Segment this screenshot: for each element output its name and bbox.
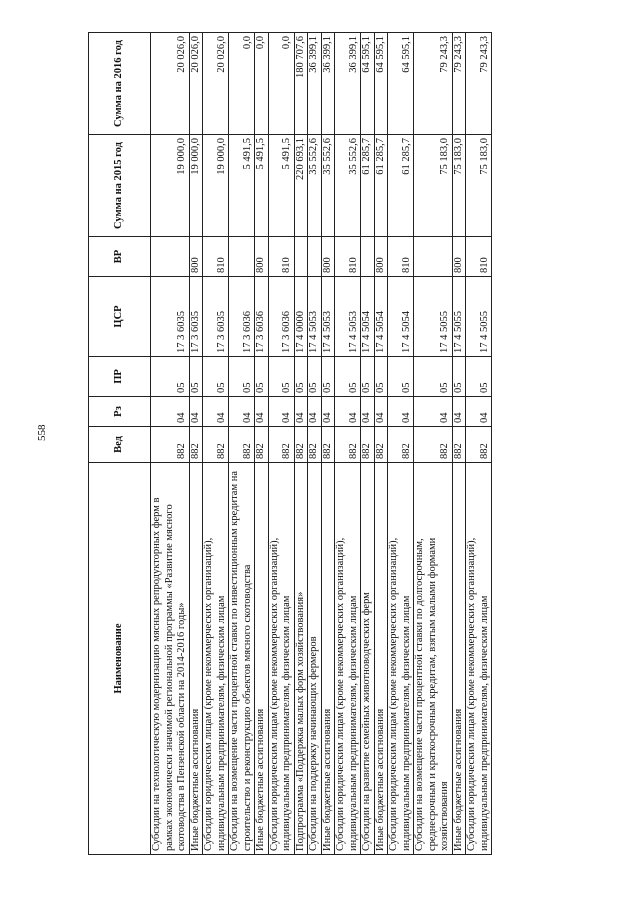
row-csr: 17 4 5053 (308, 277, 322, 357)
row-name: Иные бюджетные ассигнования (189, 463, 203, 855)
row-rz: 04 (374, 397, 388, 427)
row-vr: 810 (268, 237, 294, 277)
row-pr: 05 (294, 357, 308, 397)
row-vr: 810 (466, 237, 492, 277)
row-sum-2015: 35 552,6 (308, 135, 322, 237)
table-row (151, 33, 190, 855)
row-pr: 05 (151, 357, 190, 397)
row-csr: 17 4 5055 (414, 277, 453, 357)
row-ved: 882 (452, 427, 466, 463)
row-pr: 05 (308, 357, 322, 397)
row-pr: 05 (229, 357, 255, 397)
table-row (189, 33, 203, 855)
row-pr: 05 (255, 357, 269, 397)
row-rz: 04 (189, 397, 203, 427)
row-name: Субсидии юридическим лицам (кроме некоммерческих организаций), индивидуальным предпринимателям, физическим лицам (268, 463, 294, 855)
row-sum-2016: 79 243,3 (466, 33, 492, 135)
row-pr: 05 (268, 357, 294, 397)
table-row (452, 33, 466, 855)
row-ved: 882 (374, 427, 388, 463)
row-sum-2016: 36 399,1 (335, 33, 361, 135)
table-body (151, 33, 492, 855)
table-row (268, 33, 294, 855)
row-sum-2015: 35 552,6 (335, 135, 361, 237)
row-name: Иные бюджетные ассигнования (452, 463, 466, 855)
row-csr: 17 4 5054 (374, 277, 388, 357)
header-csr: ЦСР (89, 277, 151, 357)
row-ved: 882 (229, 427, 255, 463)
row-vr: 800 (189, 237, 203, 277)
row-csr: 17 4 5054 (361, 277, 375, 357)
row-pr: 05 (466, 357, 492, 397)
row-csr: 17 3 6036 (268, 277, 294, 357)
row-ved: 882 (151, 427, 190, 463)
budget-table (88, 32, 492, 855)
row-sum-2016: 20 026,0 (189, 33, 203, 135)
row-vr: 800 (321, 237, 335, 277)
row-ved: 882 (321, 427, 335, 463)
row-sum-2016: 20 026,0 (151, 33, 190, 135)
page-number: 558 (36, 424, 48, 441)
row-sum-2016: 79 243,3 (414, 33, 453, 135)
row-vr (361, 237, 375, 277)
row-pr: 05 (414, 357, 453, 397)
row-ved: 882 (268, 427, 294, 463)
row-sum-2016: 0,0 (229, 33, 255, 135)
row-csr: 17 4 5053 (321, 277, 335, 357)
row-sum-2016: 64 595,1 (388, 33, 414, 135)
row-csr: 17 4 5053 (335, 277, 361, 357)
row-vr: 810 (388, 237, 414, 277)
header-vr: ВР (89, 237, 151, 277)
row-name: Иные бюджетные ассигнования (321, 463, 335, 855)
row-ved: 882 (189, 427, 203, 463)
row-sum-2015: 19 000,0 (189, 135, 203, 237)
row-ved: 882 (414, 427, 453, 463)
row-ved: 882 (466, 427, 492, 463)
row-sum-2016: 20 026,0 (203, 33, 229, 135)
header-ved: Вед (89, 427, 151, 463)
row-vr (294, 237, 308, 277)
row-name: Подпрограмма «Поддержка малых форм хозяйствования» (294, 463, 308, 855)
row-pr: 05 (189, 357, 203, 397)
row-sum-2016: 0,0 (255, 33, 269, 135)
row-name: Субсидии на поддержку начинающих фермеров (308, 463, 322, 855)
row-sum-2016: 36 399,1 (321, 33, 335, 135)
row-sum-2015: 75 183,0 (466, 135, 492, 237)
row-ved: 882 (388, 427, 414, 463)
row-csr: 17 3 6035 (189, 277, 203, 357)
row-rz: 04 (466, 397, 492, 427)
table-row (361, 33, 375, 855)
row-sum-2015: 5 491,5 (229, 135, 255, 237)
table-row (255, 33, 269, 855)
row-sum-2015: 19 000,0 (203, 135, 229, 237)
row-rz: 04 (203, 397, 229, 427)
row-sum-2015: 61 285,7 (374, 135, 388, 237)
table-row (388, 33, 414, 855)
row-sum-2016: 180 707,6 (294, 33, 308, 135)
row-rz: 04 (255, 397, 269, 427)
row-ved: 882 (308, 427, 322, 463)
row-sum-2015: 220 693,1 (294, 135, 308, 237)
row-rz: 04 (294, 397, 308, 427)
row-name: Иные бюджетные ассигнования (255, 463, 269, 855)
row-pr: 05 (203, 357, 229, 397)
row-name: Субсидии юридическим лицам (кроме некоммерческих организаций), индивидуальным предпринимателям, физическим лицам (466, 463, 492, 855)
row-rz: 04 (321, 397, 335, 427)
row-vr: 810 (335, 237, 361, 277)
row-csr: 17 4 5055 (466, 277, 492, 357)
row-pr: 05 (335, 357, 361, 397)
row-csr: 17 4 5055 (452, 277, 466, 357)
row-name: Иные бюджетные ассигнования (374, 463, 388, 855)
row-vr: 800 (374, 237, 388, 277)
row-csr: 17 4 5054 (388, 277, 414, 357)
row-vr: 800 (452, 237, 466, 277)
row-name: Субсидии на возмещение части процентной ставки по долгосрочным, среднесрочным и краткосрочным кредитам, взятым малыми формами хозяйствования (414, 463, 453, 855)
row-csr: 17 4 0000 (294, 277, 308, 357)
row-sum-2016: 36 399,1 (308, 33, 322, 135)
row-pr: 05 (374, 357, 388, 397)
row-rz: 04 (268, 397, 294, 427)
row-vr: 800 (255, 237, 269, 277)
row-sum-2015: 61 285,7 (361, 135, 375, 237)
row-rz: 04 (414, 397, 453, 427)
table-row (308, 33, 322, 855)
row-name: Субсидии на технологическую модернизацию мясных репродукторных ферм в рамках экономически значимой региональной программы «Развитие мясного скотоводства в Пензенской области на 2014-2016 годы» (151, 463, 190, 855)
row-ved: 882 (203, 427, 229, 463)
row-rz: 04 (388, 397, 414, 427)
table-row (374, 33, 388, 855)
row-rz: 04 (229, 397, 255, 427)
row-vr (414, 237, 453, 277)
table-row (335, 33, 361, 855)
header-rz: Рз (89, 397, 151, 427)
table-row (229, 33, 255, 855)
row-sum-2016: 64 595,1 (374, 33, 388, 135)
table-row (414, 33, 453, 855)
table-header-row (89, 33, 151, 855)
row-ved: 882 (294, 427, 308, 463)
row-name: Субсидии юридическим лицам (кроме некоммерческих организаций), индивидуальным предпринимателям, физическим лицам (388, 463, 414, 855)
row-pr: 05 (361, 357, 375, 397)
row-ved: 882 (335, 427, 361, 463)
row-csr: 17 3 6035 (203, 277, 229, 357)
row-csr: 17 3 6036 (255, 277, 269, 357)
row-csr: 17 3 6036 (229, 277, 255, 357)
row-name: Субсидии на возмещение части процентной ставки по инвестиционным кредитам на строительство и реконструкцию объектов мясного скотоводства (229, 463, 255, 855)
row-sum-2016: 0,0 (268, 33, 294, 135)
row-pr: 05 (388, 357, 414, 397)
row-vr: 810 (203, 237, 229, 277)
row-rz: 04 (361, 397, 375, 427)
header-sum-2016: Сумма на 2016 год (89, 33, 151, 135)
row-ved: 882 (361, 427, 375, 463)
row-pr: 05 (452, 357, 466, 397)
row-rz: 04 (452, 397, 466, 427)
row-csr: 17 3 6035 (151, 277, 190, 357)
row-name: Субсидии на развитие семейных животноводческих ферм (361, 463, 375, 855)
row-name: Субсидии юридическим лицам (кроме некоммерческих организаций), индивидуальным предпринимателям, физическим лицам (335, 463, 361, 855)
row-rz: 04 (308, 397, 322, 427)
row-name: Субсидии юридическим лицам (кроме некоммерческих организаций), индивидуальным предпринимателям, физическим лицам (203, 463, 229, 855)
row-vr (308, 237, 322, 277)
row-rz: 04 (335, 397, 361, 427)
row-sum-2015: 61 285,7 (388, 135, 414, 237)
row-ved: 882 (255, 427, 269, 463)
row-sum-2015: 19 000,0 (151, 135, 190, 237)
header-pr: ПР (89, 357, 151, 397)
row-pr: 05 (321, 357, 335, 397)
row-sum-2015: 35 552,6 (321, 135, 335, 237)
rotated-page-content (88, 33, 516, 855)
row-vr (229, 237, 255, 277)
table-row (294, 33, 308, 855)
header-sum-2015: Сумма на 2015 год (89, 135, 151, 237)
table-row (203, 33, 229, 855)
header-name: Наименование (89, 463, 151, 855)
table-row (321, 33, 335, 855)
row-sum-2015: 75 183,0 (414, 135, 453, 237)
row-sum-2015: 75 183,0 (452, 135, 466, 237)
row-sum-2015: 5 491,5 (268, 135, 294, 237)
row-sum-2015: 5 491,5 (255, 135, 269, 237)
row-sum-2016: 64 595,1 (361, 33, 375, 135)
row-sum-2016: 79 243,3 (452, 33, 466, 135)
row-vr (151, 237, 190, 277)
table-row (466, 33, 492, 855)
row-rz: 04 (151, 397, 190, 427)
